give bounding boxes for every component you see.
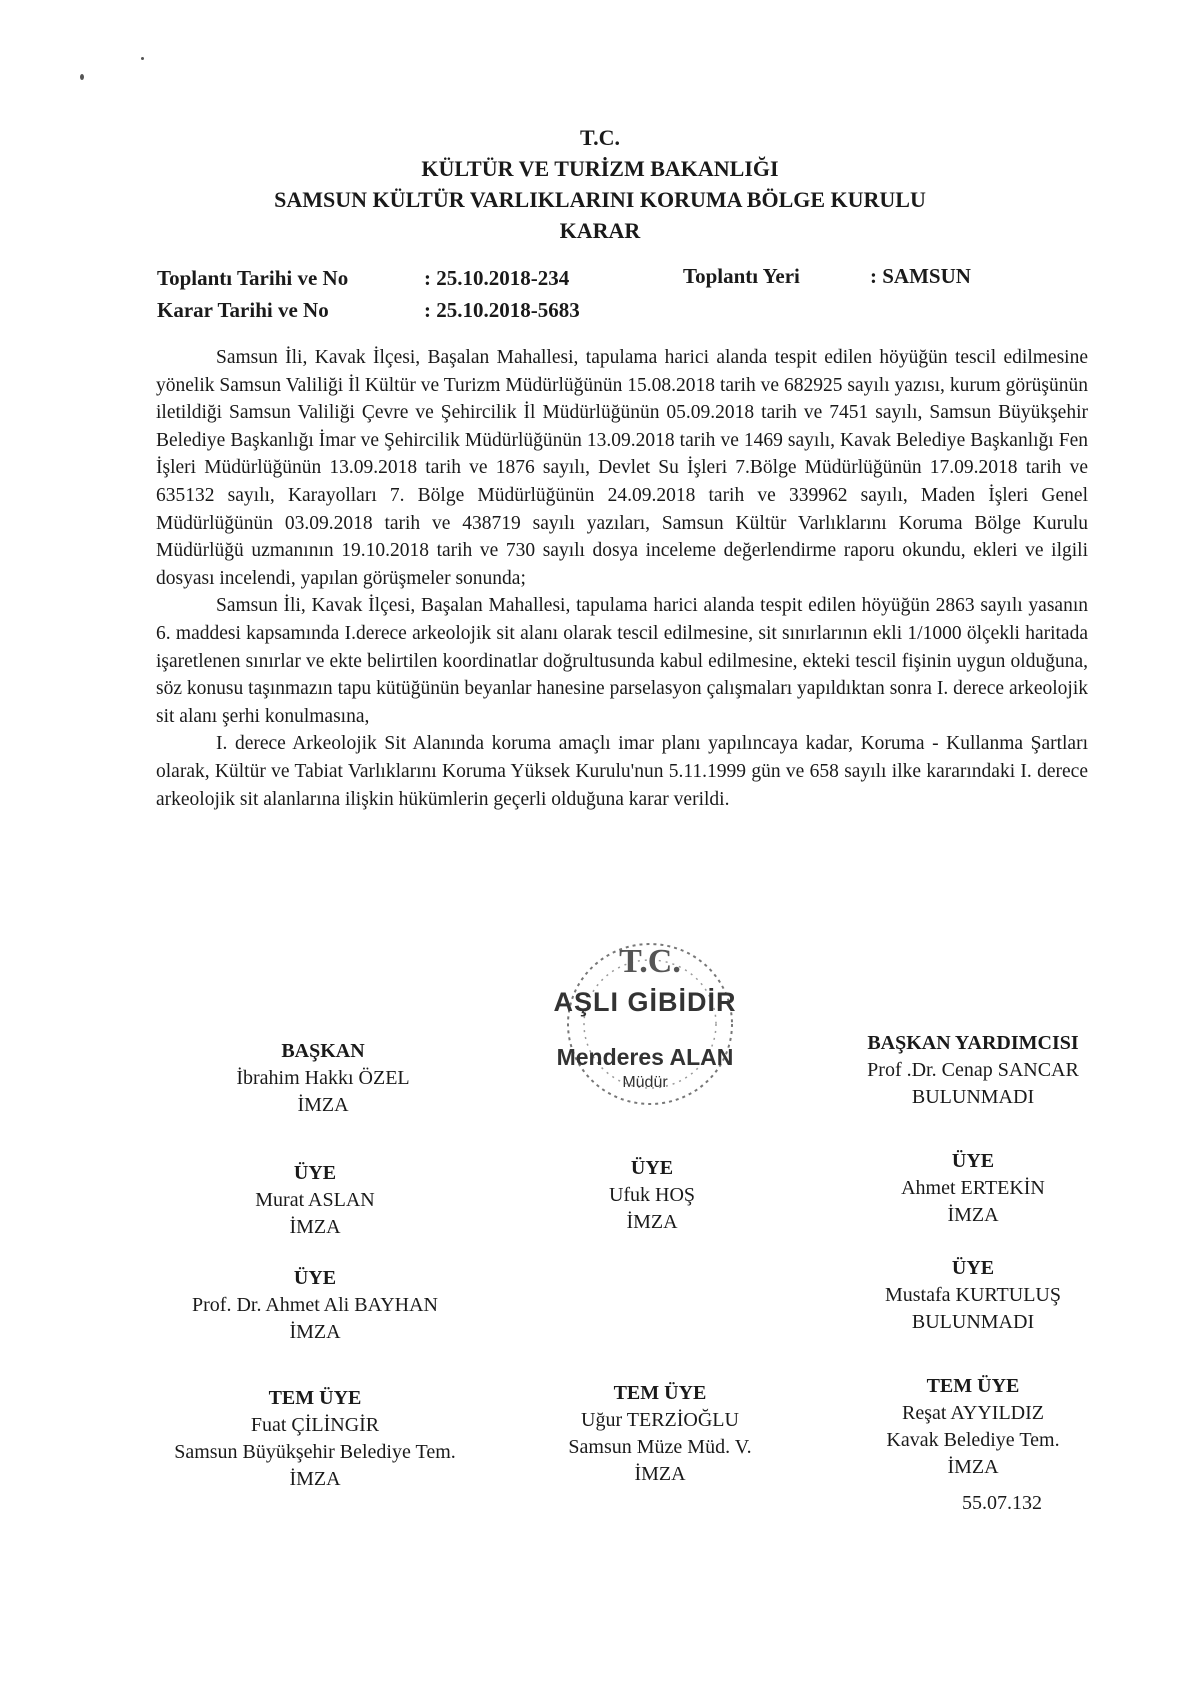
signature-vice-chairman	[808, 1030, 1138, 1111]
stamp-certified-text: AŞLI GİBİDİR	[553, 987, 737, 1017]
signature-name: İbrahim Hakkı ÖZEL	[236, 1067, 410, 1089]
meeting-info	[0, 262, 1200, 332]
signature-status: İMZA	[297, 1094, 349, 1116]
meeting-location-label: Toplantı Yeri	[683, 264, 800, 288]
decision-body	[156, 344, 1088, 813]
header-board: SAMSUN KÜLTÜR VARLIKLARINI KORUMA BÖLGE KURULU	[274, 187, 926, 212]
signature-org: Kavak Belediye Tem.	[886, 1429, 1060, 1451]
stamp-signer-title: Müdür	[622, 1074, 668, 1091]
header-decision-title: KARAR	[559, 218, 641, 243]
meeting-date-label: Toplantı Tarihi ve No	[157, 266, 349, 290]
signature-role: ÜYE	[293, 1162, 337, 1184]
scan-speck	[80, 74, 84, 80]
body-paragraph: Samsun İli, Kavak İlçesi, Başalan Mahallesi, tapulama harici alanda tespit edilen höyüğün 2863 sayılı yasanın 6. maddesi kapsamında I.derece arkeolojik sit alanı olarak tescil edilmesine, sit sınırlarının ekli 1/1000 ölçekli haritada işaretlenen sınırlar ve ekte belirtilen koordinatlar doğrultusunda kabul edilmesine, ekteki tescil fişinin uygun olduğuna, söz konusu taşınmazın tapu kütüğünün beyanlar hanesine parselasyon çalışmaları yapıldıktan sonra I. derece arkeolojik sit alanı şerhi konulmasına,	[156, 595, 1088, 727]
signature-role: TEM ÜYE	[613, 1382, 707, 1404]
signature-status: BULUNMADI	[911, 1086, 1035, 1108]
header-country: T.C.	[580, 125, 620, 150]
signature-name: Reşat AYYILDIZ	[901, 1402, 1045, 1424]
signature-role: BAŞKAN YARDIMCISI	[867, 1032, 1079, 1054]
signature-role: TEM ÜYE	[268, 1387, 362, 1409]
signature-role: ÜYE	[951, 1257, 995, 1279]
signature-name: Ufuk HOŞ	[608, 1184, 696, 1206]
signature-member	[487, 1155, 817, 1236]
certified-copy-stamp	[520, 932, 770, 1122]
signature-status: İMZA	[947, 1204, 999, 1226]
signature-role: ÜYE	[630, 1157, 674, 1179]
document-number: 55.07.132	[962, 1492, 1042, 1514]
meeting-date-value: : 25.10.2018-234	[424, 266, 570, 290]
signature-member	[808, 1148, 1138, 1229]
signature-org: Samsun Müze Müd. V.	[568, 1436, 752, 1458]
header-ministry: KÜLTÜR VE TURİZM BAKANLIĞI	[421, 156, 779, 181]
signature-member	[150, 1160, 480, 1241]
signature-status: İMZA	[634, 1463, 686, 1485]
signature-member	[150, 1265, 480, 1346]
signature-name: Uğur TERZİOĞLU	[581, 1409, 739, 1431]
signature-status: İMZA	[626, 1211, 678, 1233]
signature-status: İMZA	[947, 1456, 999, 1478]
body-paragraph: I. derece Arkeolojik Sit Alanında koruma amaçlı imar planı yapılıncaya kadar, Koruma - Kullanma Şartları olarak, Kültür ve Tabiat Varlıklarını Koruma Yüksek Kurulu'nun 5.11.1999 gün ve 658 sayılı ilke kararındaki I. derece arkeolojik sit alanlarına ilişkin hükümlerin geçerli olduğuna karar verildi.	[156, 733, 1088, 810]
decision-date-label: Karar Tarihi ve No	[157, 298, 329, 322]
document-header	[150, 122, 1050, 246]
signature-status: İMZA	[289, 1321, 341, 1343]
signature-substitute-member	[808, 1373, 1138, 1481]
signature-role: BAŞKAN	[281, 1040, 365, 1062]
meeting-location-value: : SAMSUN	[870, 264, 971, 288]
stamp-signer-name: Menderes ALAN	[556, 1044, 734, 1070]
signature-name: Ahmet ERTEKİN	[901, 1177, 1045, 1199]
scan-speck	[141, 57, 144, 60]
signature-name: Murat ASLAN	[255, 1189, 375, 1211]
signature-status: İMZA	[289, 1216, 341, 1238]
signature-status: BULUNMADI	[911, 1311, 1035, 1333]
signature-name: Fuat ÇİLİNGİR	[250, 1414, 380, 1436]
signature-role: ÜYE	[293, 1267, 337, 1289]
stamp-seal-icon	[520, 932, 770, 1122]
signature-role: ÜYE	[951, 1150, 995, 1172]
signature-chairman	[158, 1038, 488, 1119]
signature-role: TEM ÜYE	[926, 1375, 1020, 1397]
signature-status: İMZA	[289, 1468, 341, 1490]
signature-name: Prof .Dr. Cenap SANCAR	[867, 1059, 1079, 1081]
decision-date-value: : 25.10.2018-5683	[424, 298, 580, 322]
signature-org: Samsun Büyükşehir Belediye Tem.	[174, 1441, 456, 1463]
signature-substitute-member	[495, 1380, 825, 1488]
signature-name: Prof. Dr. Ahmet Ali BAYHAN	[192, 1294, 438, 1316]
signature-substitute-member	[150, 1385, 480, 1493]
signature-name: Mustafa KURTULUŞ	[884, 1284, 1061, 1306]
svg-text:T.C.: T.C.	[619, 943, 681, 980]
body-paragraph: Samsun İli, Kavak İlçesi, Başalan Mahallesi, tapulama harici alanda tespit edilen höyüğün tescil edilmesine yönelik Samsun Valiliği İl Kültür ve Turizm Müdürlüğünün 15.08.2018 tarih ve 682925 sayılı yazısı, kurum görüşünün iletildiği Samsun Valiliği Çevre ve Şehircilik İl Müdürlüğünün 05.09.2018 tarih ve 7451 sayılı, Samsun Büyükşehir Belediye Başkanlığı İmar ve Şehircilik Müdürlüğünün 13.09.2018 tarih ve 1469 sayılı, Kavak Belediye Başkanlığı Fen İşleri Müdürlüğünün 13.09.2018 tarih ve 1876 sayılı, Devlet Su İşleri 7.Bölge Müdürlüğünün 17.09.2018 tarih ve 635132 sayılı, Karayolları 7. Bölge Müdürlüğünün 24.09.2018 tarih ve 339962 sayılı, Maden İşleri Genel Müdürlüğünün 03.09.2018 tarih ve 438719 sayılı yazıları, Samsun Kültür Varlıklarını Koruma Bölge Kurulu Müdürlüğü uzmanının 19.10.2018 tarih ve 730 sayılı dosya inceleme değerlendirme raporu okundu, ekleri ve ilgili dosyası incelendi, yapılan görüşmeler sonunda;	[156, 347, 1088, 589]
signature-member	[808, 1255, 1138, 1336]
